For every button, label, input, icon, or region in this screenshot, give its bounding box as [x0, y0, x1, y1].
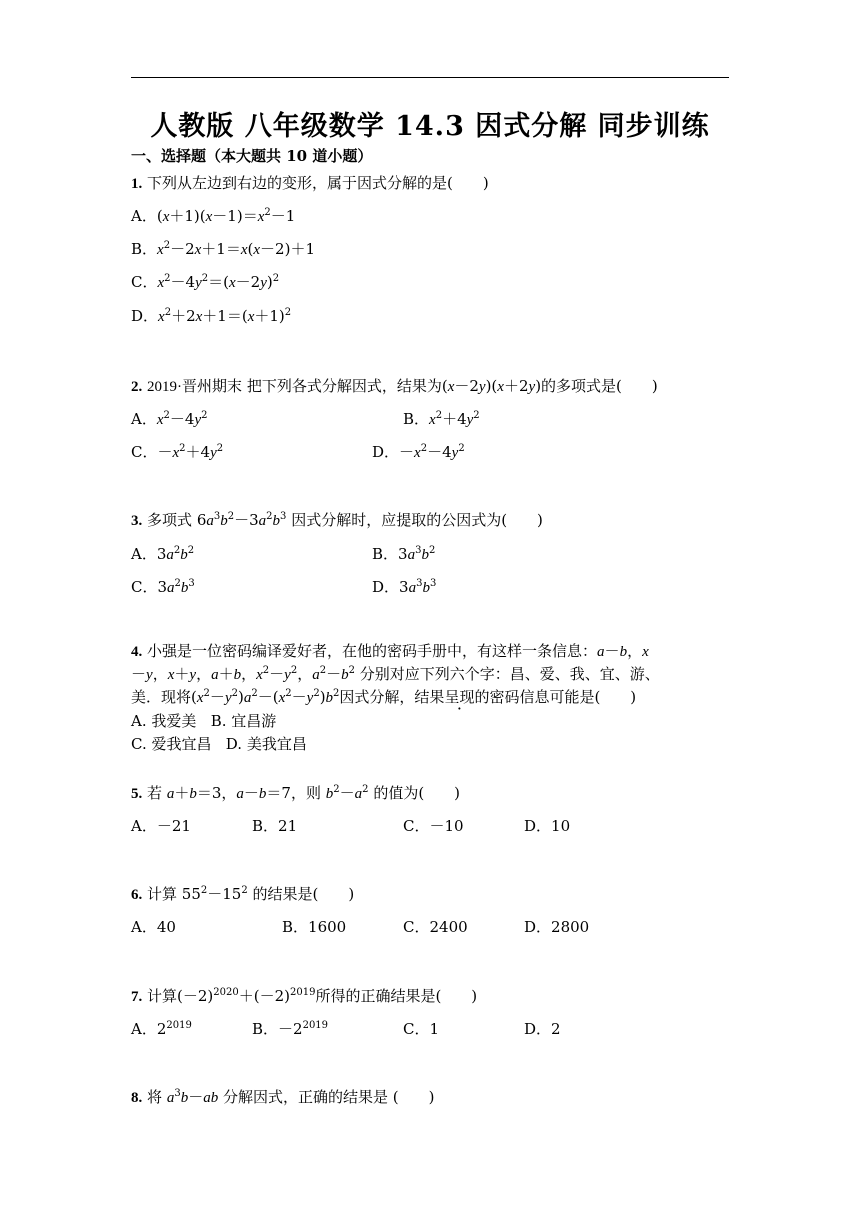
q6-option-a: A．40 — [131, 918, 176, 936]
emphasis-dotted-text: 呈现 — [444, 688, 475, 706]
question-3: 3. 多项式 $6a^3b^2-3a^2b^3$ 因式分解时，应提取的公因式为( ) — [131, 511, 543, 529]
q7-option-b: B．$-2^{2019}$ — [252, 1020, 329, 1038]
q5-option-a: A．－21 — [131, 817, 191, 835]
q7-option-d: D．2 — [524, 1020, 561, 1038]
question-6: 6. 计算 $55^2-15^2$ 的结果是( ) — [131, 885, 355, 903]
q5-option-b: B．21 — [252, 817, 298, 835]
header-rule — [131, 77, 729, 78]
q1-option-a: A．$(x+1)(x-1)=x^2-1$ — [131, 207, 296, 225]
q7-option-a: A．$2^{2019}$ — [131, 1020, 192, 1038]
question-4-line-1: 4. 小强是一位密码编译爱好者，在他的密码手册中，有这样一条信息：a－b，x — [131, 642, 649, 660]
question-stem: 把下列各式分解因式，结果为 — [246, 377, 442, 395]
question-number: 2. — [131, 379, 143, 395]
q4-option-c: C. 爱我宜昌 — [131, 735, 212, 753]
question-number: 8. — [131, 1090, 143, 1106]
q6-option-d: D．2800 — [524, 918, 590, 936]
q3-option-c: C．$3a^2b^3$ — [131, 578, 195, 596]
question-stem: 多项式 — [147, 511, 193, 529]
question-number: 3. — [131, 513, 143, 529]
question-1 — [131, 173, 489, 194]
q3-option-a: A．$3a^2b^2$ — [131, 545, 195, 563]
q4-options-row-2 — [131, 734, 307, 754]
q4-option-a: A. 我爱美 — [131, 712, 197, 730]
q3-option-d: D．$3a^3b^3$ — [372, 578, 437, 596]
q3-option-b: B．$3a^3b^2$ — [372, 545, 436, 563]
q2-option-d: D．$-x^2-4y^2$ — [372, 443, 465, 461]
question-2: 2. 2019·晋州期末 把下列各式分解因式，结果为(x－2y)(x＋2y)的多项式是( ) — [131, 377, 658, 395]
question-7: 7. 计算$(-2)^{2020}+(-2)^{2019}$所得的正确结果是( ) — [131, 987, 478, 1005]
question-5: 5. 若 a＋b＝3，a－b＝7，则 $b^2-a^2$ 的值为( ) — [131, 784, 461, 802]
question-number: 7. — [131, 989, 143, 1005]
q2-option-b: B．$x^2+4y^2$ — [403, 410, 480, 428]
question-8: 8. 将 $a^3b-ab$ 分解因式，正确的结果是 ( ) — [131, 1088, 435, 1106]
question-stem: 小强是一位密码编译爱好者，在他的密码手册中，有这样一条信息： — [147, 642, 598, 660]
q6-option-c: C．2400 — [403, 918, 468, 936]
q1-option-d: D．$x^2+2x+1=(x+1)^2$ — [131, 307, 292, 325]
q2-option-a: A．$x^2-4y^2$ — [131, 410, 208, 428]
q1-option-b: B．$x^2-2x+1=x(x-2)+1$ — [131, 240, 315, 258]
question-4-line-3: 美．现将$(x^2-y^2)a^2-(x^2-y^2)b^2$因式分解，结果呈现的密码信息可能是( ) — [131, 688, 637, 706]
q5-option-d: D．10 — [524, 817, 571, 835]
question-number: 1. — [131, 176, 143, 192]
question-source: 2019·晋州期末 — [147, 379, 243, 395]
question-number: 4. — [131, 644, 143, 660]
question-stem: 下列从左边到右边的变形，属于因式分解的是( ) — [147, 174, 489, 192]
q7-option-c: C．1 — [403, 1020, 440, 1038]
q4-option-d: D. 美我宜昌 — [225, 735, 307, 753]
question-number: 6. — [131, 887, 143, 903]
question-4-line-2: －y，x＋y，a＋b，$x^2-y^2$，$a^2-b^2$ 分别对应下列六个字：昌、爱、我、宜、游、 — [131, 665, 660, 683]
q2-option-c: C．$-x^2+4y^2$ — [131, 443, 224, 461]
question-number: 5. — [131, 786, 143, 802]
section-heading: 一、选择题（本大题共 10 道小题） — [131, 147, 373, 165]
q5-option-c: C．－10 — [403, 817, 464, 835]
q1-option-c: C．$x^2-4y^2=(x-2y)^2$ — [131, 273, 280, 291]
page-title: 人教版 八年级数学 14.3 因式分解 同步训练 — [150, 111, 710, 142]
q4-option-b: B. 宜昌游 — [210, 712, 277, 730]
q6-option-b: B．1600 — [282, 918, 347, 936]
q4-options-row-1 — [131, 711, 276, 731]
